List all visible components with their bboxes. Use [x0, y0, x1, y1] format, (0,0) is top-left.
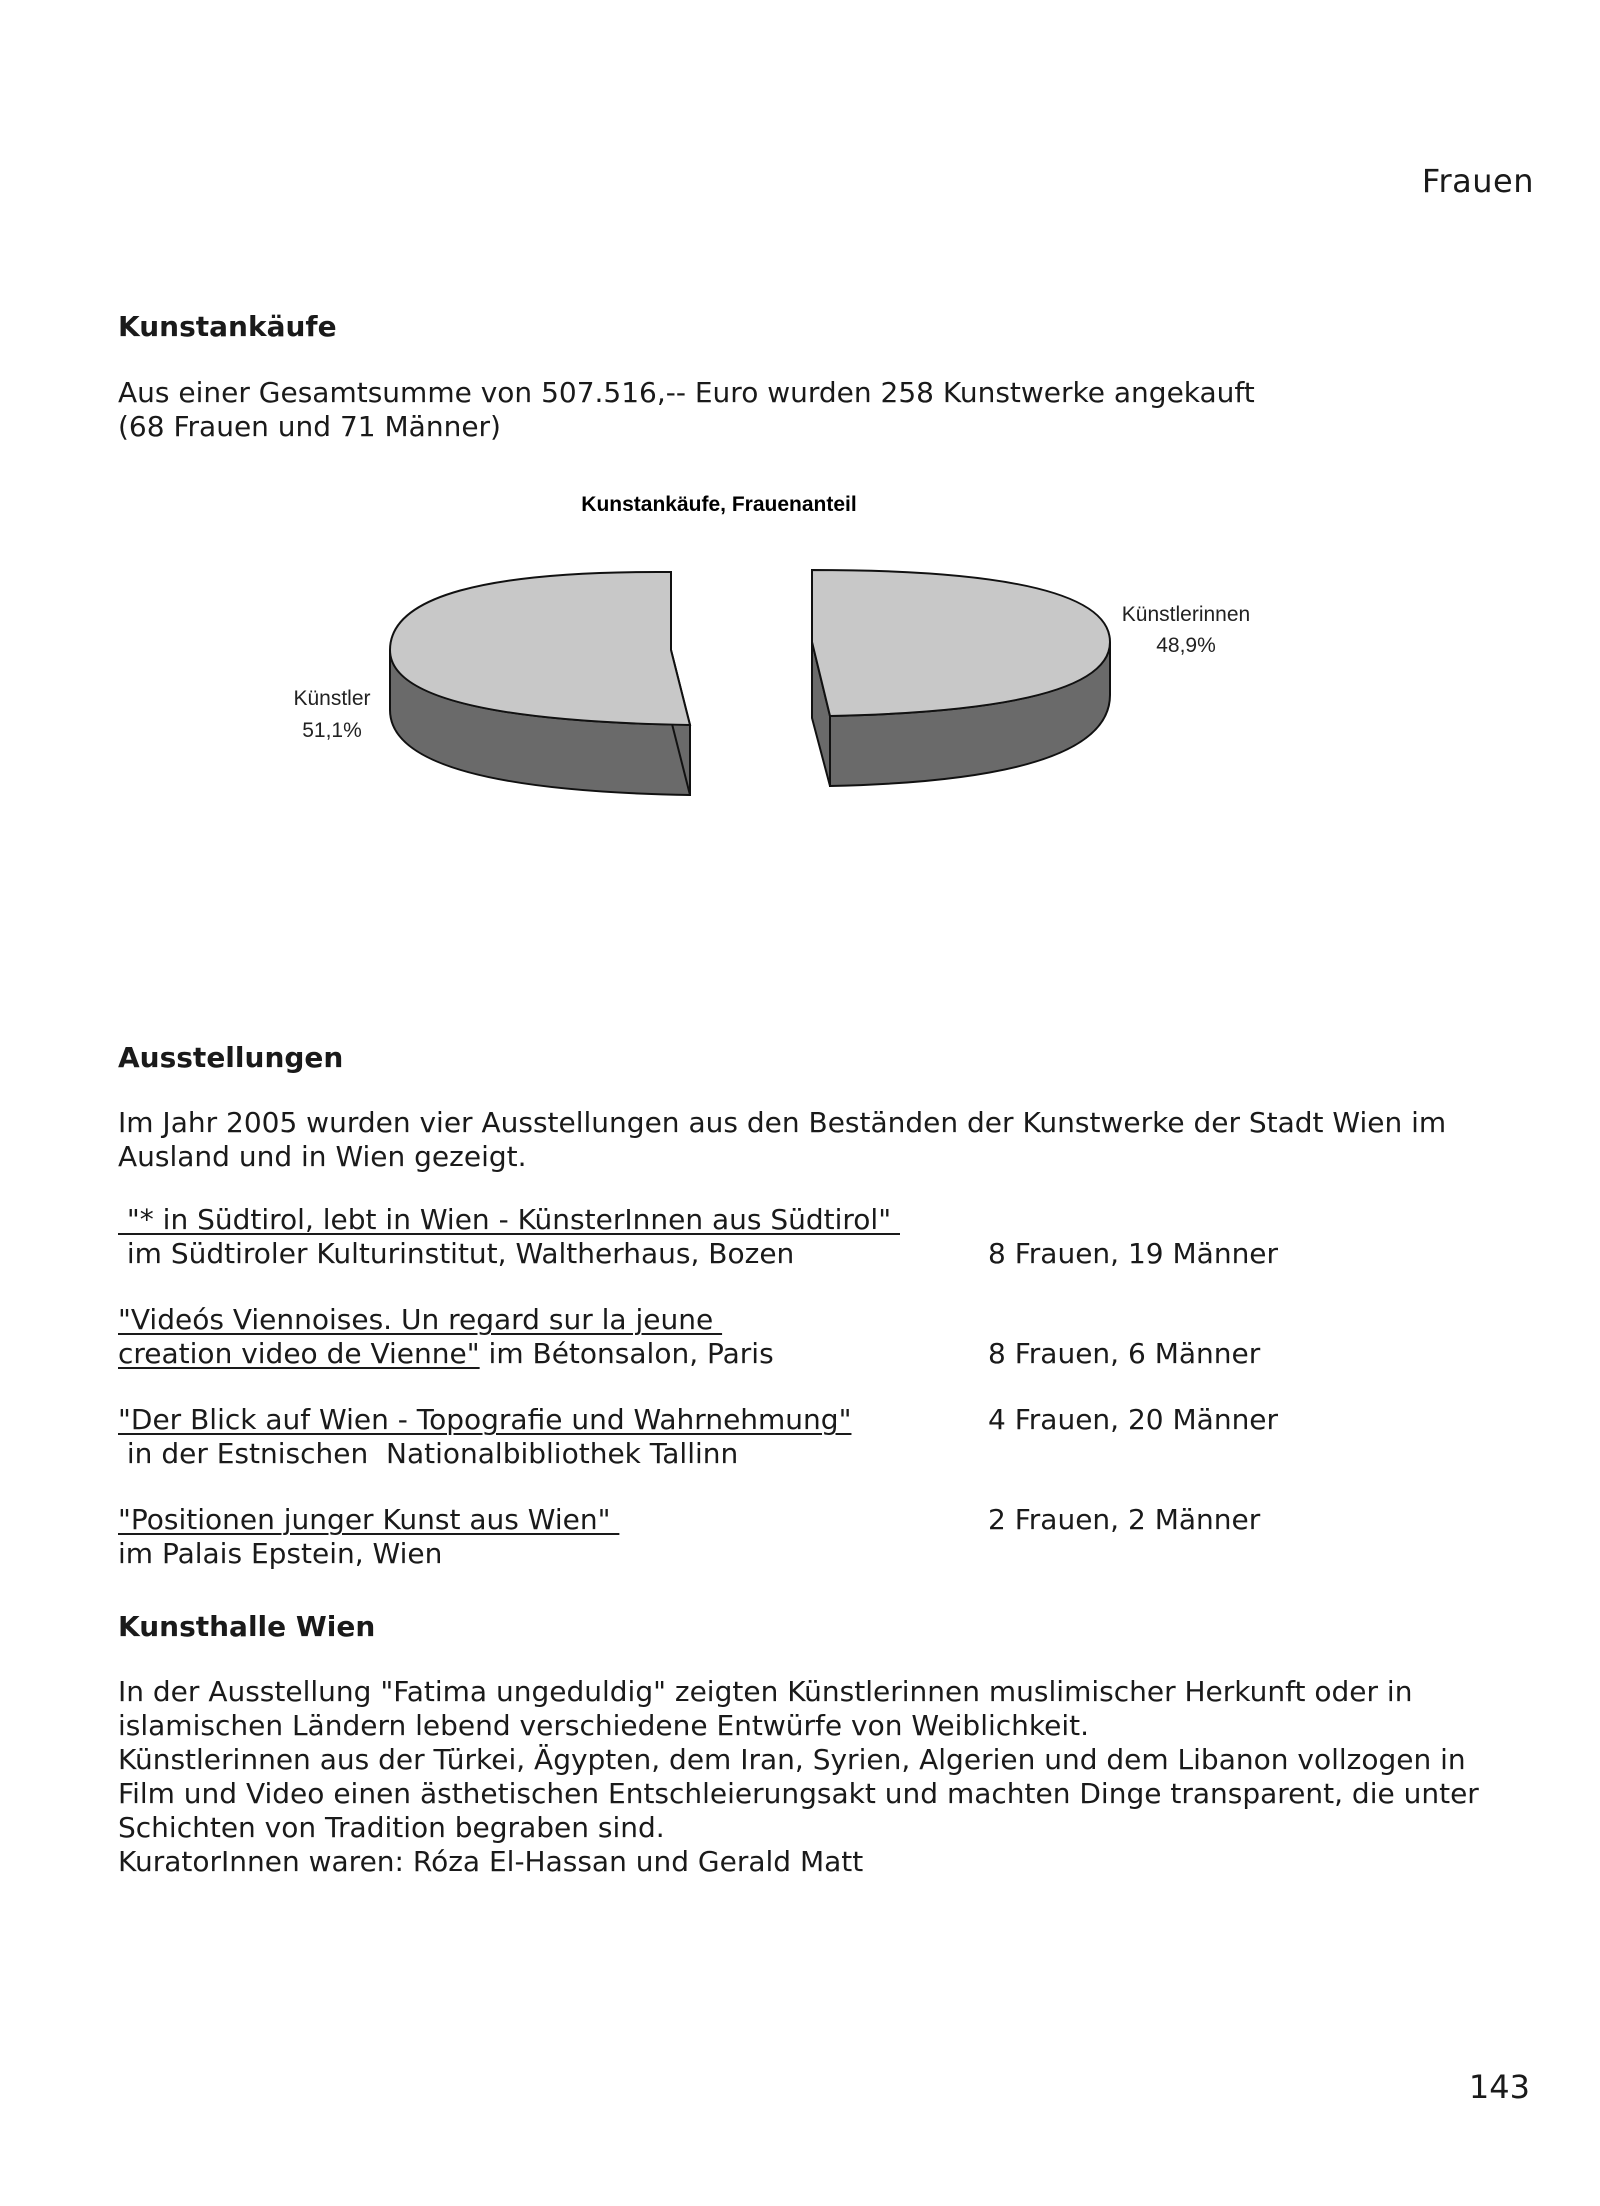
exhibition-venue: in der Estnischen Nationalbibliothek Tallinn — [118, 1437, 739, 1470]
text-line: Aus einer Gesamtsumme von 507.516,-- Euro wurden 258 Kunstwerke angekauft — [118, 376, 1255, 409]
heading-kunstankaeufe: Kunstankäufe — [118, 310, 337, 343]
slice-value-kuenstler: 51,1% — [302, 719, 362, 742]
exhibition-counts: 8 Frauen, 19 Männer — [988, 1237, 1279, 1270]
slice-kuenstler — [390, 572, 690, 795]
text-line: Schichten von Tradition begraben sind. — [118, 1811, 665, 1844]
text-line: Ausland und in Wien gezeigt. — [118, 1140, 527, 1173]
exhibition-title: "Positionen junger Kunst aus Wien" — [118, 1503, 620, 1536]
exhibition-item — [118, 1503, 1518, 1571]
exhibition-counts: 8 Frauen, 6 Männer — [988, 1337, 1261, 1370]
exhibition-venue: im Südtiroler Kulturinstitut, Waltherhaus, Bozen — [118, 1237, 795, 1270]
text-line: islamischen Ländern lebend verschiedene Entwürfe von Weiblichkeit. — [118, 1709, 1090, 1742]
exhibition-venue: im Palais Epstein, Wien — [118, 1537, 443, 1570]
heading-ausstellungen: Ausstellungen — [118, 1041, 344, 1074]
pie-chart — [260, 480, 1260, 820]
exhibition-title: "Der Blick auf Wien - Topografie und Wahrnehmung" — [118, 1403, 852, 1436]
text-line: (68 Frauen und 71 Männer) — [118, 410, 501, 443]
text-line: Film und Video einen ästhetischen Entschleierungsakt und machten Dinge transparent, die unter — [118, 1777, 1479, 1810]
page-number: 143 — [1468, 2068, 1530, 2106]
text-line: KuratorInnen waren: Róza El-Hassan und Gerald Matt — [118, 1845, 864, 1878]
slice-value-kuenstlerinnen: 48,9% — [1156, 634, 1216, 657]
slice-kuenstlerinnen — [812, 570, 1110, 786]
ausstellungen-intro — [118, 1106, 1518, 1174]
chart-title: Kunstankäufe, Frauenanteil — [581, 493, 857, 516]
slice-label-kuenstlerinnen: Künstlerinnen — [1121, 603, 1251, 626]
text-line: Im Jahr 2005 wurden vier Ausstellungen aus den Beständen der Kunstwerke der Stadt Wien im — [118, 1106, 1447, 1139]
section-header: Frauen — [1421, 162, 1534, 200]
exhibition-title: "Videós Viennoises. Un regard sur la jeune — [118, 1303, 723, 1336]
text-line: In der Ausstellung "Fatima ungeduldig" zeigten Künstlerinnen muslimischer Herkunft oder in — [118, 1675, 1413, 1708]
exhibition-counts: 2 Frauen, 2 Männer — [988, 1503, 1261, 1536]
exhibition-counts: 4 Frauen, 20 Männer — [988, 1403, 1279, 1436]
text-line: Künstlerinnen aus der Türkei, Ägypten, dem Iran, Syrien, Algerien und dem Libanon vollzogen in — [118, 1743, 1466, 1776]
heading-kunsthalle: Kunsthalle Wien — [118, 1610, 376, 1643]
exhibition-item — [118, 1203, 1518, 1271]
exhibition-title: creation video de Vienne" — [118, 1337, 480, 1370]
exhibition-title: "* in Südtirol, lebt in Wien - KünsterInnen aus Südtirol" — [118, 1203, 900, 1236]
exhibition-item — [118, 1403, 1518, 1471]
exhibition-venue: im Bétonsalon, Paris — [479, 1337, 774, 1370]
exhibition-item — [118, 1303, 1518, 1371]
slice-label-kuenstler: Künstler — [293, 687, 371, 710]
kunstankaeufe-text — [118, 376, 1518, 444]
kunsthalle-text — [118, 1675, 1518, 1879]
